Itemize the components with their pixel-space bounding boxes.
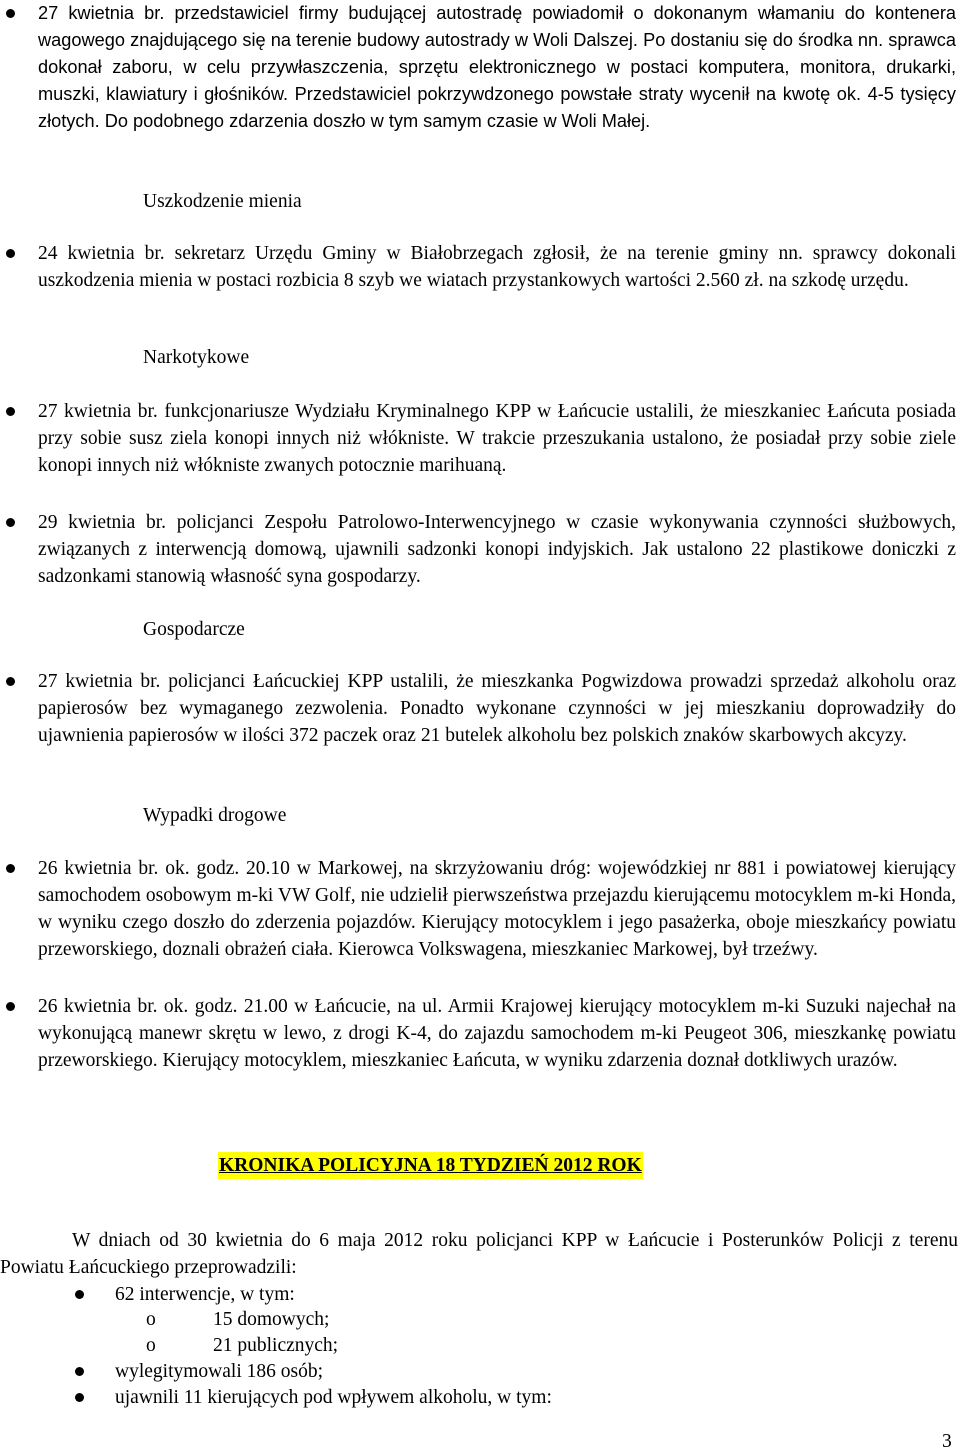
stat-item-legitymowali [115,1358,323,1385]
list-item [38,668,956,749]
list-item-text: 26 kwietnia br. ok. godz. 20.10 w Markowej, na skrzyżowaniu dróg: wojewódzkiej nr 881 i powiatowej kierujący samochodem osobowym m-ki VW Golf, nie udzielił pierwszeństwa przejazdu kierującemu motocyklem m-ki Honda, w wyniku czego doszło do zderzenia pojazdów. Kierujący motocyklem i jego pasażerka, oboje mieszkańcy powiatu przeworskiego, doznali obrażeń ciała. Kierowca Volkswagena, mieszkaniec Markowej, był trzeźwy. [38,858,956,960]
kronika-intro: W dniach od 30 kwietnia do 6 maja 2012 roku policjanci KPP w Łańcucie i Posterunków Policji z terenu Powiatu Łańcuckiego przeprowadzili: [0,1230,958,1278]
list-item-text: 26 kwietnia br. ok. godz. 21.00 w Łańcucie, na ul. Armii Krajowej kierujący motocyklem m-ki Suzuki najechał na wykonującą manewr skrętu w lewo, z drogi K-4, do zajazdu samochodem m-ki Peugeot 306, mieszkankę powiatu przeworskiego. Kierujący motocyklem, mieszkaniec Łańcuta, w wyniku zdarzenia doznał dotkliwych urazów. [38,996,956,1071]
stat-text: wylegitymowali 186 osób; [115,1361,323,1382]
section-heading: Wypadki drogowe [143,805,287,826]
list-item-text: 27 kwietnia br. policjanci Łańcuckiej KPP ustalili, że mieszkanka Pogwizdowa prowadzi sprzedaż alkoholu oraz papierosów bez wymaganego zezwolenia. Ponadto wykonane czynności w jej mieszkaniu doprowadziły do ujawnienia papierosów w ilości 372 paczek oraz 21 butelek alkoholu bez polskich znaków skarbowych akcyzy. [38,671,956,746]
page-number: 3 [942,1431,952,1452]
sub-bullet-marker: o [146,1309,156,1330]
stat-subitem-publiczne [146,1332,339,1359]
stat-text: 15 domowych; [213,1309,330,1330]
stat-text: ujawnili 11 kierujących pod wpływem alkoholu, w tym: [115,1387,552,1408]
list-item [38,0,956,135]
list-item-text: 27 kwietnia br. przedstawiciel firmy budującej autostradę powiadomił o dokonanym włamaniu do kontenera wagowego znajdującego się na terenie budowy autostrady w Woli Dalszej. Po dostaniu się do środka nn. sprawca dokonał zaboru, w celu przywłaszczenia, sprzętu elektronicznego w postaci komputera, monitora, drukarki, muszki, klawiatury i głośników. Przedstawiciel pokrzywdzonego powstałe straty wycenił na kwotę ok. 4-5 tysięcy złotych. Do podobnego zdarzenia doszło w tym samym czasie w Woli Małej. [38,3,956,131]
list-item [38,398,956,479]
section-heading: Uszkodzenie mienia [143,191,302,212]
kronika-title: KRONIKA POLICYJNA 18 TYDZIEŃ 2012 ROK [218,1152,643,1179]
stat-text: 21 publicznych; [213,1335,339,1356]
list-item [38,993,956,1074]
stat-text: 62 interwencje, w tym: [115,1284,295,1305]
list-item [38,240,956,294]
list-item-text: 27 kwietnia br. funkcjonariusze Wydziału Kryminalnego KPP w Łańcucie ustalili, że mieszkaniec Łańcuta posiada przy sobie susz ziela konopi innych niż włókniste. W trakcie przeszukania ustalono, że posiadał przy sobie ziele konopi innych niż włókniste zwanych potocznie marihuaną. [38,401,956,476]
list-item [38,509,956,590]
stat-item-interwencje [115,1281,295,1308]
list-item-text: 24 kwietnia br. sekretarz Urzędu Gminy w Białobrzegach zgłosił, że na terenie gminy nn. sprawcy dokonali uszkodzenia mienia w postaci rozbicia 8 szyb we wiatach przystankowych wartości 2.560 zł. na szkodę urzędu. [38,243,956,291]
section-heading: Gospodarcze [143,619,245,640]
section-heading: Narkotykowe [143,347,250,368]
list-item-text: 29 kwietnia br. policjanci Zespołu Patrolowo-Interwencyjnego w czasie wykonywania czynności służbowych, związanych z interwencją domową, ujawnili sadzonki konopi indyjskich. Jak ustalono 22 plastikowe doniczki z sadzonkami stanowią własność syna gospodarzy. [38,512,956,587]
stat-item-kierujacy [115,1384,552,1411]
sub-bullet-marker: o [146,1335,156,1356]
stat-subitem-domowe [146,1306,330,1333]
list-item [38,855,956,963]
